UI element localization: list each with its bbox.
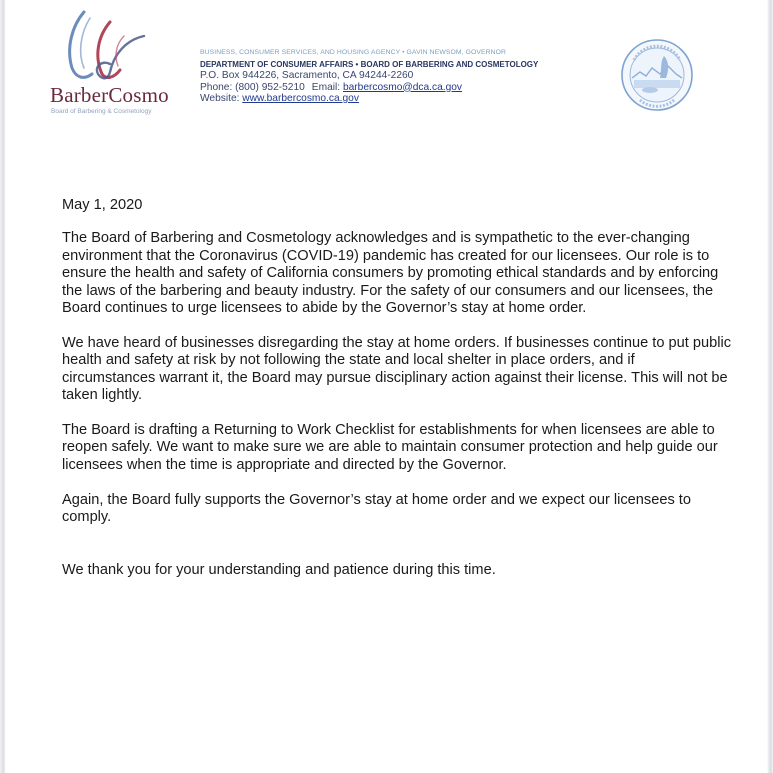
address-line: P.O. Box 944226, Sacramento, CA 94244-2260 — [200, 69, 414, 81]
logo-subtitle: Board of Barbering & Cosmetology — [51, 108, 152, 115]
barbercosmo-logo — [46, 8, 176, 118]
letter-body — [62, 197, 732, 597]
letterhead-info — [200, 50, 538, 106]
email-link[interactable]: barbercosmo@dca.ca.gov — [342, 81, 463, 93]
website-line — [200, 94, 538, 104]
contact-line — [200, 83, 538, 93]
california-state-seal-icon — [620, 38, 694, 112]
paragraph-support: Again, the Board fully supports the Governor’s stay at home order and we expect our licensees to comply. — [62, 491, 691, 526]
logo-wordmark: BarberCosmo — [50, 83, 169, 107]
paragraph-enforcement: We have heard of businesses disregarding the stay at home orders. If businesses continue to put public health and safety at risk by not following the state and local shelter in place orders, and if circumstances warrant it, the Board may pursue disciplinary action against their license. This will not be taken lightly. — [62, 334, 732, 404]
scissors-swirl-logo-icon — [62, 8, 152, 86]
website-link[interactable]: www.barbercosmo.ca.gov — [242, 93, 359, 105]
department-line: DEPARTMENT OF CONSUMER AFFAIRS • BOARD OF BARBERING AND COSMETOLOGY — [200, 59, 539, 69]
agency-line: BUSINESS, CONSUMER SERVICES, AND HOUSING AGENCY • GAVIN NEWSOM, GOVERNOR — [200, 49, 507, 56]
paragraph-thanks: We thank you for your understanding and patience during this time. — [62, 561, 496, 578]
website-label: Website: — [200, 93, 240, 105]
page-edge-left — [0, 0, 6, 773]
phone-text: Phone: (800) 952-5210 — [200, 81, 305, 93]
paragraph-checklist: The Board is drafting a Returning to Work Checklist for establishments for when licensees are able to reopen safely. We want to make sure we are able to maintain consumer protection and help guide our licensees when the time is appropriate and directed by the Governor. — [62, 422, 718, 473]
letter-date: May 1, 2020 — [62, 197, 143, 213]
page-edge-right — [767, 0, 773, 773]
paragraph-acknowledgement: The Board of Barbering and Cosmetology acknowledges and is sympathetic to the ever-changing environment that the Coronavirus (COVID-19) pandemic has created for our licensees. Our role is to ensure the health and safety of California consumers by promoting ethical standards and by enforcing the laws of the barbering and beauty industry. For the safety of our consumers and our licensees, the Board continues to urge licensees to abide by the Governor’s stay at home order. — [62, 230, 719, 317]
email-label: Email: — [311, 81, 341, 93]
